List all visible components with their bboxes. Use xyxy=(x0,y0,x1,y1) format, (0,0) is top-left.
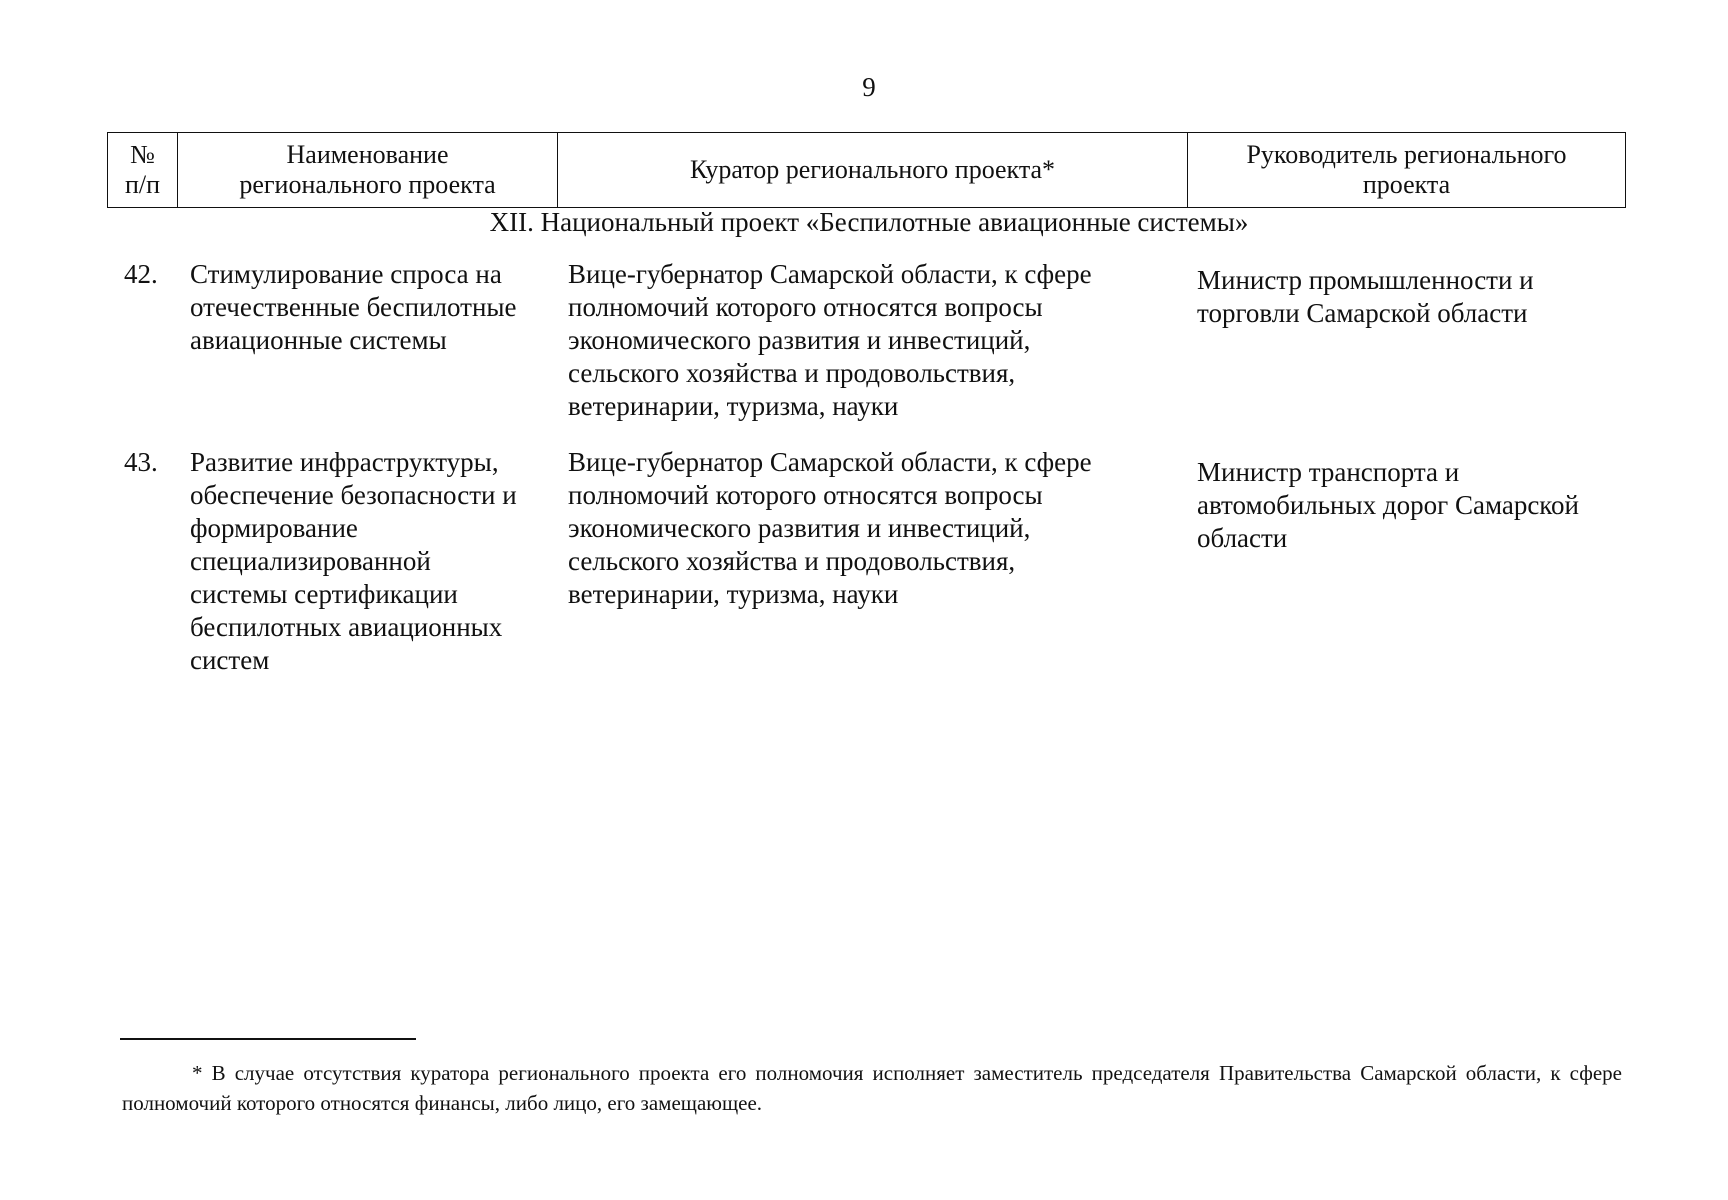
page-number: 9 xyxy=(862,72,876,102)
curator-line: сельского хозяйства и продовольствия, xyxy=(568,546,1016,576)
curator-line: ветеринарии, туризма, науки xyxy=(568,391,899,421)
project-name-line: отечественные беспилотные xyxy=(190,292,517,322)
row-number: 43. xyxy=(124,447,158,477)
head-line: Министр промышленности и xyxy=(1197,265,1534,295)
head-line: Министр транспорта и xyxy=(1197,457,1460,487)
project-name xyxy=(190,258,555,357)
header-head-line-1: Руководитель регионального xyxy=(1246,140,1567,169)
curator-line: полномочий которого относятся вопросы xyxy=(568,292,1043,322)
curator-line: экономического развития и инвестиций, xyxy=(568,325,1031,355)
head-line: области xyxy=(1197,523,1288,553)
header-name-line-2: регионального проекта xyxy=(239,170,496,199)
table-header xyxy=(107,132,1626,208)
section-title: XII. Национальный проект «Беспилотные авиационные системы» xyxy=(489,207,1249,237)
curator-line: экономического развития и инвестиций, xyxy=(568,513,1031,543)
header-cell-number xyxy=(108,133,178,208)
footnote xyxy=(122,1058,1622,1118)
header-head-line-2: проекта xyxy=(1362,170,1451,199)
header-name-line-1: Наименование xyxy=(286,140,449,169)
curator-line: сельского хозяйства и продовольствия, xyxy=(568,358,1016,388)
project-name-line: систем xyxy=(190,645,270,675)
project-name-line: формирование xyxy=(190,513,358,543)
project-name-line: авиационные системы xyxy=(190,325,447,355)
project-name xyxy=(190,446,555,677)
header-number-line-1: № xyxy=(130,140,155,169)
curator-line: Вице-губернатор Самарской области, к сфере xyxy=(568,447,1092,477)
curator-line: полномочий которого относятся вопросы xyxy=(568,480,1043,510)
footnote-divider xyxy=(120,1038,416,1040)
header-number-line-2: п/п xyxy=(124,170,161,199)
footnote-text: * В случае отсутствия куратора регионального проекта его полномочия исполняет заместитель председателя Правительства Самарской области, к сфере полномочий которого относятся финансы, либо лицо, его замещающее. xyxy=(122,1061,1622,1115)
head-line: торговли Самарской области xyxy=(1197,298,1528,328)
project-name-line: обеспечение безопасности и xyxy=(190,480,517,510)
row-number: 42. xyxy=(124,259,158,289)
project-head xyxy=(1197,264,1627,330)
project-head xyxy=(1197,456,1627,555)
project-name-line: специализированной xyxy=(190,546,431,576)
project-name-line: беспилотных авиационных xyxy=(190,612,503,642)
project-curator xyxy=(568,258,1158,423)
header-cell-head xyxy=(1188,133,1626,208)
head-line: автомобильных дорог Самарской xyxy=(1197,490,1580,520)
project-curator xyxy=(568,446,1158,611)
curator-line: ветеринарии, туризма, науки xyxy=(568,579,899,609)
project-name-line: Стимулирование спроса на xyxy=(190,259,502,289)
project-name-line: системы сертификации xyxy=(190,579,458,609)
curator-line: Вице-губернатор Самарской области, к сфере xyxy=(568,259,1092,289)
project-name-line: Развитие инфраструктуры, xyxy=(190,447,499,477)
header-cell-name xyxy=(178,133,558,208)
header-cell-curator: Куратор регионального проекта* xyxy=(558,133,1188,208)
